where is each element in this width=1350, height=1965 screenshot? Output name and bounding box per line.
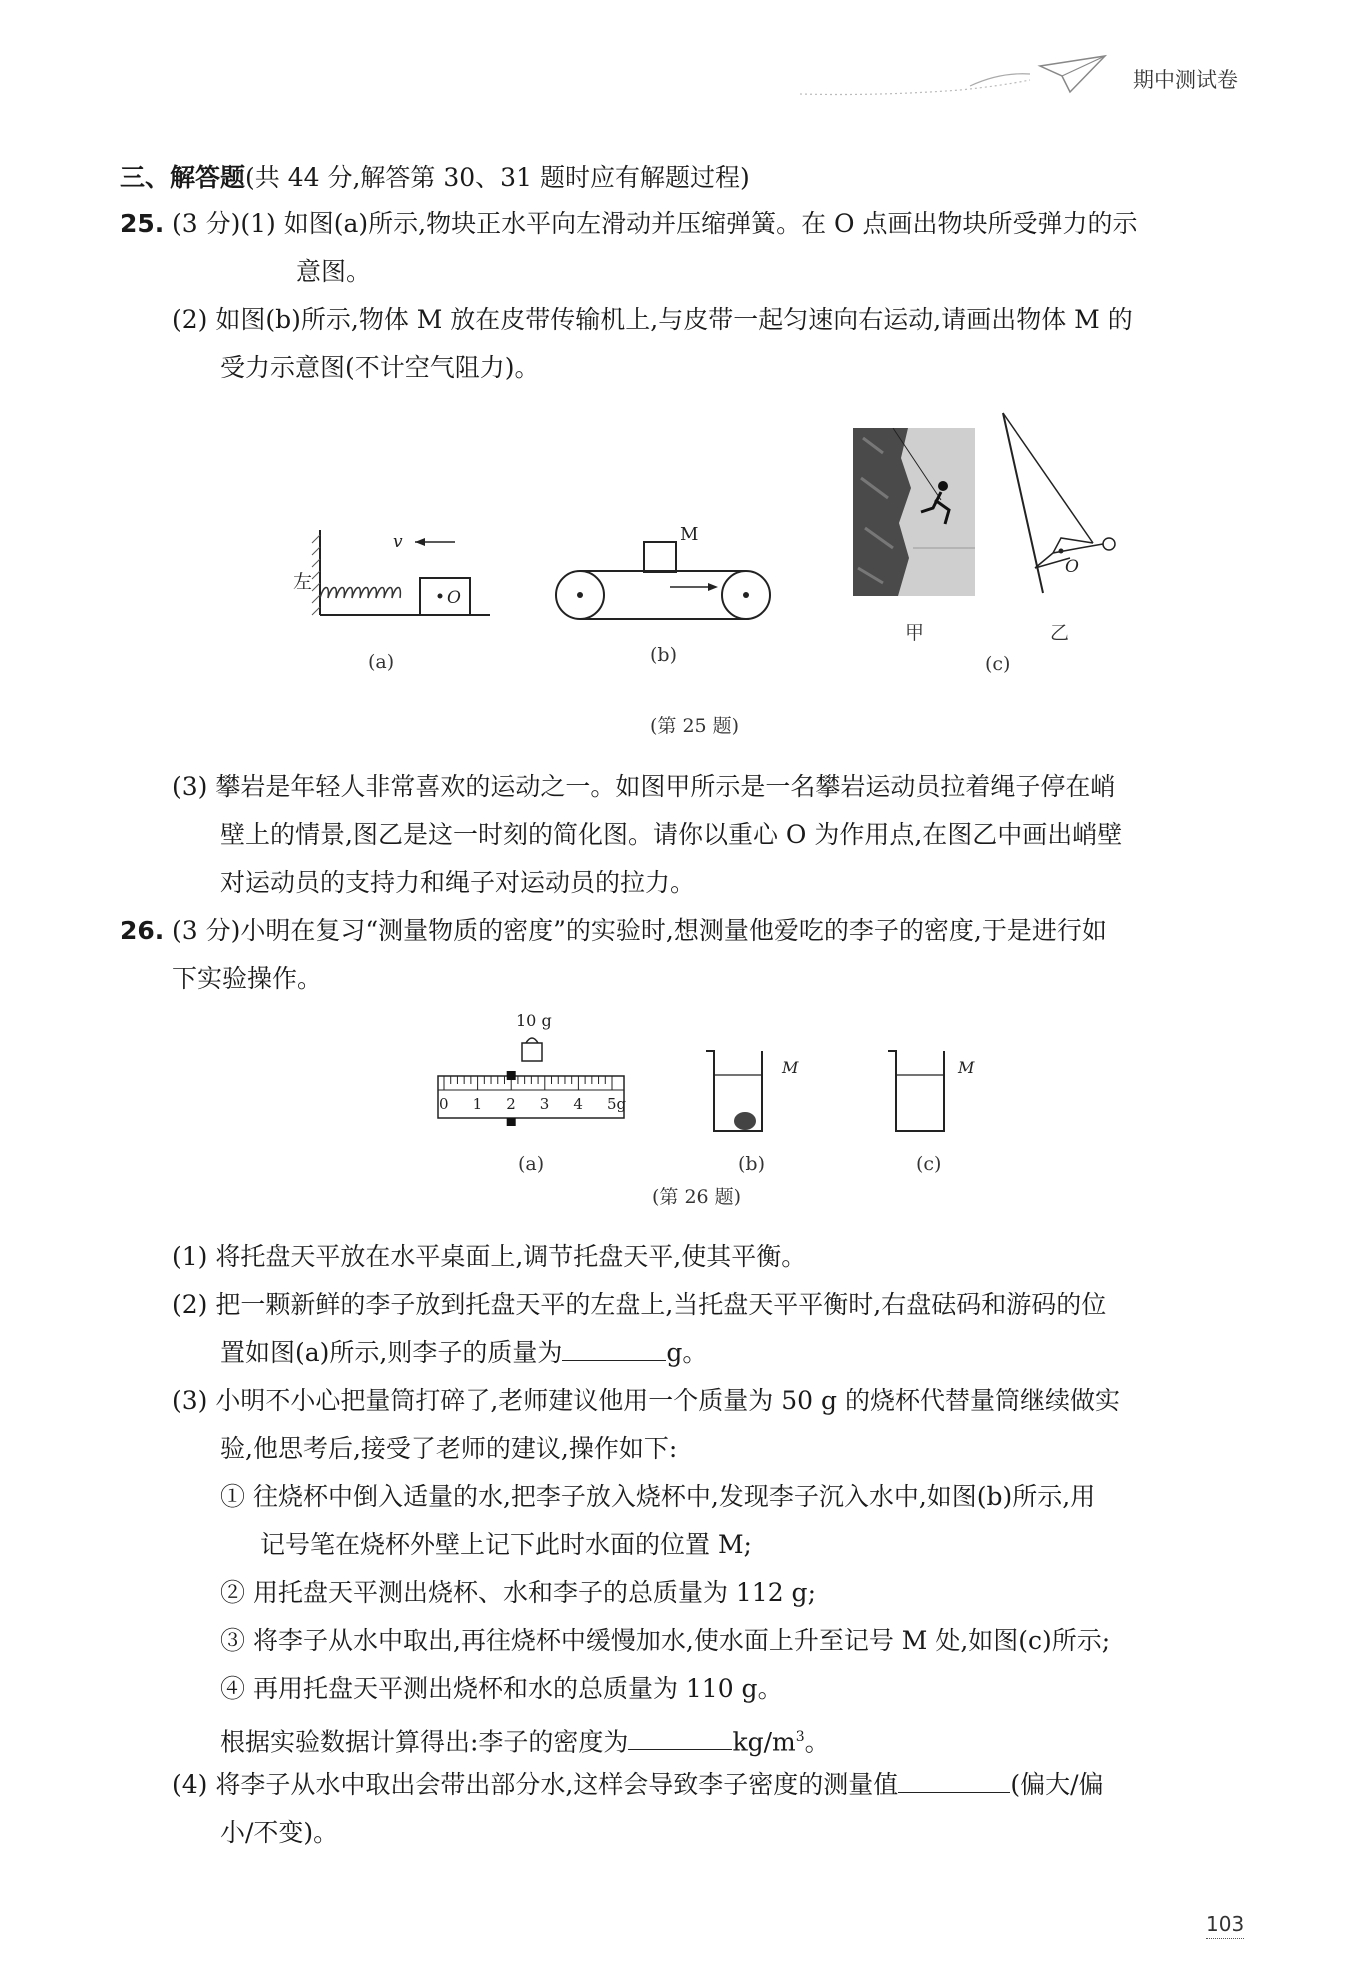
q26-s2-line1: (2) 把一颗新鲜的李子放到托盘天平的左盘上,当托盘天平平衡时,右盘砝码和游码的位	[172, 1290, 1107, 1319]
fig26b-mark-label: M	[782, 1058, 799, 1077]
fig25c-label-yi: 乙	[1050, 622, 1070, 644]
q25-number: 25.	[120, 209, 165, 238]
q26-number: 26.	[120, 916, 165, 945]
q26-calc	[220, 1720, 830, 1759]
figure-25a-spring-block	[285, 520, 495, 620]
fig25a-caption: (a)	[368, 651, 395, 673]
section-note: (共 44 分,解答第 30、31 题时应有解题过程)	[245, 163, 750, 192]
q26-calc-end: 。	[804, 1727, 830, 1757]
q25-p3-line2: 壁上的情景,图乙是这一时刻的简化图。请你以重心 O 为作用点,在图乙中画出峭壁	[220, 820, 1123, 849]
fig26b-caption: (b)	[738, 1153, 765, 1175]
mass-answer-blank[interactable]	[562, 1336, 666, 1361]
q26-step1-line1: ① 往烧杯中倒入适量的水,把李子放入烧杯中,发现李子沉入水中,如图(b)所示,用	[220, 1482, 1096, 1511]
q26-step3: ③ 将李子从水中取出,再往烧杯中缓慢加水,使水面上升至记号 M 处,如图(c)所示;	[220, 1626, 1111, 1655]
figure-25b-conveyor	[552, 525, 784, 625]
figure-26c-beaker	[882, 1045, 992, 1135]
q26-s3-line1: (3) 小明不小心把量筒打碎了,老师建议他用一个质量为 50 g 的烧杯代替量筒继续做实	[172, 1386, 1120, 1415]
q26-s3-line2: 验,他思考后,接受了老师的建议,操作如下:	[220, 1434, 678, 1463]
fig25b-caption: (b)	[650, 644, 677, 666]
q26-calc-unit: kg/m	[732, 1727, 796, 1757]
fig25b-object-label: M	[680, 525, 699, 545]
q25-figure-caption: (第 25 题)	[650, 715, 740, 737]
figure-26a-balance-scale	[430, 1008, 630, 1138]
fig25a-side-label: 左	[293, 571, 313, 593]
q26-s1: (1) 将托盘天平放在水平桌面上,调节托盘天平,使其平衡。	[172, 1242, 807, 1271]
section-title: 三、解答题	[120, 163, 246, 192]
fig25a-point-label: O	[447, 588, 461, 608]
q26-calc-sup: 3	[795, 1729, 805, 1745]
section-heading	[120, 161, 750, 195]
q26-figure-caption: (第 26 题)	[652, 1186, 742, 1208]
object-M	[644, 542, 676, 572]
q25-p1-line2: 意图。	[296, 257, 372, 286]
scale-tick-label: 3	[539, 1095, 550, 1113]
measurement-answer-blank[interactable]	[898, 1768, 1010, 1793]
q26-s4-text: (4) 将李子从水中取出会带出部分水,这样会导致李子密度的测量值	[172, 1770, 899, 1799]
fig25c-label-jia: 甲	[905, 622, 925, 644]
paper-plane-icon	[1040, 56, 1105, 92]
q26-intro-line2: 下实验操作。	[172, 964, 323, 993]
fig26a-weight-label: 10 g	[516, 1011, 552, 1030]
q25-p3-line1: (3) 攀岩是年轻人非常喜欢的运动之一。如图甲所示是一名攀岩运动员拉着绳子停在峭	[172, 772, 1116, 801]
rider-bottom	[507, 1118, 516, 1126]
density-answer-blank[interactable]	[628, 1725, 732, 1750]
fig26c-caption: (c)	[916, 1153, 942, 1175]
q26-s4-options: (偏大/偏	[1010, 1770, 1104, 1799]
q26-s2-line2	[220, 1336, 707, 1370]
weight-10g	[522, 1043, 542, 1061]
scale-tick-label: 1	[472, 1095, 483, 1113]
figure-26b-beaker-plum	[700, 1045, 810, 1135]
q26-calc-text: 根据实验数据计算得出:李子的密度为	[220, 1727, 629, 1757]
figure-25c-diagram-yi	[995, 408, 1125, 598]
fig25a-velocity-label: v	[393, 532, 403, 552]
scale-tick-label: 2	[506, 1095, 516, 1113]
block	[420, 578, 470, 615]
q26-step1-line2: 记号笔在烧杯外壁上记下此时水面的位置 M;	[260, 1530, 752, 1559]
q26-s4-line2: 小/不变)。	[220, 1818, 339, 1847]
q26-step4: ④ 再用托盘天平测出烧杯和水的总质量为 110 g。	[220, 1674, 783, 1703]
q26-s4-line1	[172, 1768, 1104, 1802]
q26-step2: ② 用托盘天平测出烧杯、水和李子的总质量为 112 g;	[220, 1578, 816, 1607]
header-title: 期中测试卷	[1133, 68, 1238, 92]
fig25c-caption: (c)	[985, 653, 1011, 675]
q25-p2-line2: 受力示意图(不计空气阻力)。	[220, 353, 540, 382]
figure-25c-photo-jia	[853, 428, 975, 596]
plum	[734, 1112, 756, 1130]
fig25c-point-label: O	[1065, 557, 1079, 577]
q25-p1-line1: (3 分)(1) 如图(a)所示,物块正水平向左滑动并压缩弹簧。在 O 点画出物块所受弹力的示	[172, 209, 1138, 238]
header-decoration	[800, 52, 1110, 102]
scale-tick-label: 5g	[607, 1095, 627, 1113]
scale-tick-label: 4	[573, 1095, 583, 1113]
rider-top	[507, 1071, 516, 1080]
scale-tick-label: 0	[439, 1095, 449, 1113]
spring	[320, 588, 400, 599]
fig26c-mark-label: M	[958, 1058, 975, 1077]
q26-intro-line1: (3 分)小明在复习“测量物质的密度”的实验时,想测量他爱吃的李子的密度,于是进行如	[172, 916, 1107, 945]
page-number: 103	[1206, 1912, 1244, 1939]
fig26a-caption: (a)	[518, 1153, 545, 1175]
q25-p2-line1: (2) 如图(b)所示,物体 M 放在皮带传输机上,与皮带一起匀速向右运动,请画出物体 M 的	[172, 305, 1133, 334]
q25-p3-line3: 对运动员的支持力和绳子对运动员的拉力。	[220, 868, 696, 897]
q26-s2-unit: g。	[666, 1338, 708, 1367]
q26-s2-text: 置如图(a)所示,则李子的质量为	[220, 1338, 563, 1367]
